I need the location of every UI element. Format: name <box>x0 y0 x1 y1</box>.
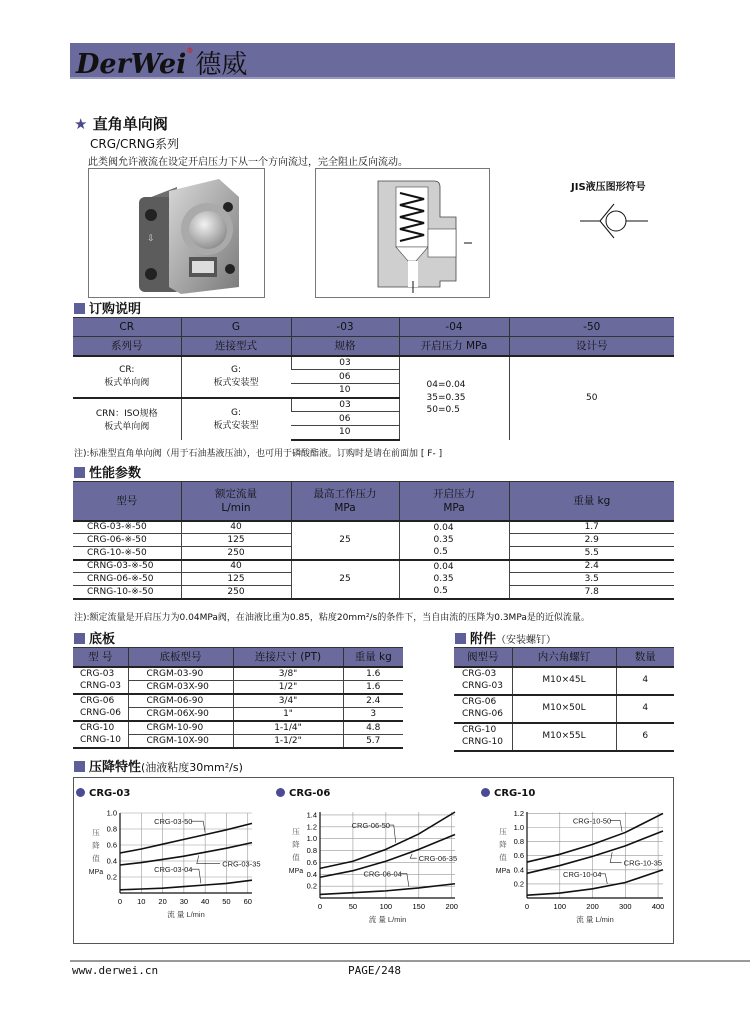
table-row <box>454 695 674 723</box>
y-axis-label: 值 <box>92 854 100 863</box>
y-axis-label: MPa <box>288 868 304 875</box>
col-model: 型号 <box>73 482 181 521</box>
leader-line <box>410 854 417 858</box>
table-row <box>454 723 674 751</box>
order-note: 注):标准型直角单向阀（用于石油基液压油），也可用于磷酸酯液。订购时是请在前面加 [ F- ] <box>74 449 443 459</box>
y-tick-label: 1.4 <box>306 810 317 820</box>
size-cell: 03 <box>291 356 399 370</box>
y-axis-label: 压 <box>499 827 507 836</box>
performance-heading-text: 性能参数 <box>89 466 142 481</box>
col-bolt: 内六角螺钉 <box>512 648 616 667</box>
series-label-CRG-10-35: CRG-10-35 <box>623 858 663 868</box>
design-cell: 50 <box>509 356 674 440</box>
series-line-CRG-03-04 <box>120 880 252 890</box>
y-axis-label: 值 <box>499 853 507 862</box>
series-name: CRG/CRNG系列 <box>90 137 180 151</box>
x-tick-label: 0 <box>117 897 123 906</box>
table-row <box>73 521 674 534</box>
performance-note: 注):额定流量是开启压力为0.04MPa阀，在油液比重为0.85，粘度20mm²/s的条件下，当自由流的压降为0.3MPa是的近似流量。 <box>74 613 590 623</box>
x-tick-label: 200 <box>586 902 599 911</box>
y-tick-label: 1.2 <box>306 822 317 832</box>
square-bullet-icon <box>74 303 85 314</box>
weight-cell: 5.7 <box>343 734 403 748</box>
leader-line <box>191 821 205 832</box>
y-tick-label: 0.6 <box>513 851 524 861</box>
x-tick-label: 100 <box>379 902 393 911</box>
size-cell: 10 <box>291 426 399 440</box>
x-tick-label: 200 <box>445 902 458 911</box>
y-tick-label: 0.8 <box>106 824 117 834</box>
leader-line <box>610 852 621 863</box>
weight-cell: 7.8 <box>509 586 674 599</box>
series-label-CRG-10-04: CRG-10-04 <box>563 869 602 879</box>
series-label-CRG-06-35: CRG-06-35 <box>418 854 458 864</box>
accessory-section-heading <box>455 628 556 647</box>
size-cell: 1-1/2" <box>233 734 343 748</box>
chart-title-crg03: CRG-03 <box>76 788 130 799</box>
leader-line <box>610 820 622 831</box>
model-cell: CRNG-03 <box>73 680 128 694</box>
series-label-CRG-06-04: CRG-06-04 <box>363 869 402 879</box>
code-connection: G <box>181 318 291 337</box>
footer-website-link[interactable]: www.derwei.cn <box>72 964 159 977</box>
col-model: 型 号 <box>73 648 128 667</box>
weight-cell: 4.8 <box>343 721 403 735</box>
weight-cell: 3 <box>343 707 403 721</box>
x-tick-label: 10 <box>137 897 146 906</box>
accessory-table <box>454 647 674 752</box>
table-row <box>73 560 674 573</box>
table-row <box>73 721 403 735</box>
x-tick-label: 400 <box>651 902 665 911</box>
pressure-drop-heading-text: 压降特性 <box>89 760 142 775</box>
svg-text:⇩: ⇩ <box>147 233 155 243</box>
y-axis-label: 降 <box>92 841 100 850</box>
header-row <box>454 648 674 667</box>
square-bullet-icon <box>74 633 85 644</box>
model-cell: CRG-03 <box>80 668 115 679</box>
bullet-dot-icon <box>276 788 285 797</box>
logo-chinese: 德威 <box>195 50 248 80</box>
plate-cell: CRGM-03-90 <box>128 667 233 681</box>
series-label-CRG-03-35: CRG-03-35 <box>222 859 261 869</box>
series-label-CRG-03-04: CRG-03-04 <box>154 865 193 875</box>
leader-line <box>197 855 220 863</box>
performance-section-heading <box>74 462 141 481</box>
order-code-table <box>73 317 674 441</box>
weight-cell: 3.5 <box>509 573 674 586</box>
code-row <box>73 318 674 337</box>
check-valve-symbol-icon <box>580 200 650 242</box>
product-title <box>74 113 168 134</box>
label-row <box>73 337 674 356</box>
x-tick-label: 150 <box>412 902 426 911</box>
y-tick-label: 0.2 <box>513 879 524 889</box>
leader-line <box>191 869 201 883</box>
plate-cell: CRGM-03X-90 <box>128 680 233 694</box>
size-cell: 3/8" <box>233 667 343 681</box>
col-plate-model: 底板型号 <box>128 648 233 667</box>
table-row <box>73 680 403 694</box>
model-cell: CRG-06 CRNG-06 <box>454 695 512 723</box>
weight-cell: 2.4 <box>343 694 403 708</box>
plate-cell: CRGM-10X-90 <box>128 734 233 748</box>
x-tick-label: 20 <box>158 897 167 906</box>
model-cell: CRG-10 <box>80 722 115 733</box>
model-cell: CRG-10 CRNG-10 <box>454 723 512 751</box>
size-cell: 1/2" <box>233 680 343 694</box>
chart-crg03 <box>76 805 266 925</box>
y-axis-label: 值 <box>292 853 300 862</box>
model-cell: CRNG-06 <box>73 707 128 721</box>
x-tick-label: 40 <box>200 897 210 906</box>
plate-cell: CRGM-06X-90 <box>128 707 233 721</box>
col-connection-size: 连接尺寸 (PT) <box>233 648 343 667</box>
square-bullet-icon <box>74 467 85 478</box>
x-tick-label: 300 <box>619 902 632 911</box>
col-qty: 数量 <box>616 648 674 667</box>
order-heading-text: 订购说明 <box>89 302 142 317</box>
col-max-pressure: 最高工作压力 MPa <box>291 482 399 521</box>
label-size: 规格 <box>291 337 399 356</box>
y-tick-label: 1.2 <box>513 808 524 818</box>
model-cell: CRNG-06-※-50 <box>73 573 181 586</box>
flow-cell: 125 <box>181 573 291 586</box>
chart-crg06 <box>278 800 478 925</box>
x-tick-label: 0 <box>524 902 530 911</box>
weight-cell: 2.9 <box>509 534 674 547</box>
size-cell: 1-1/4" <box>233 721 343 735</box>
y-axis-label: MPa <box>88 869 104 876</box>
plate-cell: CRGM-06-90 <box>128 694 233 708</box>
series-line-CRG-03-50 <box>120 823 252 853</box>
qty-cell: 4 <box>616 695 674 723</box>
max-pressure-cell: 25 <box>291 560 399 599</box>
y-axis-label: 降 <box>499 840 507 849</box>
series-label-CRG-06-50: CRG-06-50 <box>351 821 390 831</box>
table-row <box>454 667 674 695</box>
accessory-subheading: （安装螺钉） <box>496 635 557 646</box>
jis-symbol-label: JIS液压图形符号 <box>571 182 646 193</box>
y-tick-label: 0.4 <box>106 856 117 866</box>
label-connection: 连接型式 <box>181 337 291 356</box>
table-row <box>73 356 674 370</box>
model-cell: CRNG-10 <box>73 734 128 748</box>
x-tick-label: 30 <box>179 897 189 906</box>
x-axis-label: 流 量 L/min <box>167 910 205 919</box>
chart-title-crg10: CRG-10 <box>481 788 535 799</box>
accessory-heading-text: 附件 <box>470 632 497 647</box>
product-description: 此类阀允许液流在设定开启压力下从一个方向流过，完全阻止反向流动。 <box>88 157 408 168</box>
y-tick-label: 1.0 <box>306 834 317 844</box>
qty-cell: 6 <box>616 723 674 751</box>
x-tick-label: 100 <box>553 902 567 911</box>
model-cell: CRG-03 CRNG-03 <box>454 667 512 695</box>
table-row <box>73 694 403 708</box>
chart-crg10 <box>481 800 676 925</box>
y-tick-label: 0.4 <box>306 869 317 879</box>
table-row <box>73 734 403 748</box>
series-cell: CRN：ISO规格 板式单向阀 <box>73 398 181 440</box>
size-cell: 03 <box>291 398 399 412</box>
x-axis-label: 流 量 L/min <box>368 915 407 924</box>
flow-cell: 40 <box>181 521 291 534</box>
y-tick-label: 1.0 <box>513 823 524 833</box>
col-valve-model: 阀型号 <box>454 648 512 667</box>
model-cell: CRNG-10-※-50 <box>73 586 181 599</box>
x-axis-label: 流 量 L/min <box>576 915 614 924</box>
opening-pressure-cell: 0.04 0.35 0.5 <box>399 560 509 599</box>
x-tick-label: 50 <box>348 902 358 911</box>
y-tick-label: 0.6 <box>106 840 117 850</box>
code-series: CR <box>73 318 181 337</box>
bolt-cell: M10×45L <box>512 667 616 695</box>
bullet-dot-icon <box>481 788 490 797</box>
baseplate-table <box>73 647 403 749</box>
chart-title-crg06: CRG-06 <box>276 788 330 799</box>
plate-cell: CRGM-10-90 <box>128 721 233 735</box>
y-axis-label: 压 <box>292 827 300 836</box>
x-tick-label: 0 <box>317 902 323 911</box>
baseplate-heading-text: 底板 <box>89 632 116 647</box>
brand-logo <box>76 44 247 81</box>
col-weight: 重量 kg <box>509 482 674 521</box>
flow-cell: 125 <box>181 534 291 547</box>
square-bullet-icon <box>74 761 85 772</box>
weight-cell: 1.7 <box>509 521 674 534</box>
pressure-cell: 04=0.04 35=0.35 50=0.5 <box>399 356 509 440</box>
bullet-dot-icon <box>76 788 85 797</box>
y-tick-label: 0.2 <box>106 872 117 882</box>
size-cell: 1" <box>233 707 343 721</box>
flow-cell: 250 <box>181 586 291 599</box>
size-cell: 10 <box>339 385 351 396</box>
star-icon: ★ <box>74 115 88 133</box>
model-cell: CRNG-03-※-50 <box>73 560 181 573</box>
model-cell: CRG-03-※-50 <box>73 521 181 534</box>
header-row <box>73 482 674 521</box>
opening-pressure-cell: 0.04 0.35 0.5 <box>399 521 509 560</box>
product-title-text: 直角单向阀 <box>92 115 168 133</box>
weight-cell: 5.5 <box>509 547 674 560</box>
weight-cell: 1.6 <box>343 680 403 694</box>
col-flow: 额定流量 L/min <box>181 482 291 521</box>
header-row <box>73 648 403 667</box>
label-series: 系列号 <box>73 337 181 356</box>
y-tick-label: 0.8 <box>306 846 317 856</box>
code-size: -03 <box>291 318 399 337</box>
label-design: 设计号 <box>509 337 674 356</box>
series-line-CRG-06-04 <box>320 884 455 895</box>
logo-latin: DerWei <box>76 49 187 80</box>
y-tick-label: 0.2 <box>306 881 317 891</box>
model-cell: CRG-06-※-50 <box>73 534 181 547</box>
connection-cell: G: 板式安装型 <box>181 398 291 440</box>
label-pressure: 开启压力 MPa <box>399 337 509 356</box>
valve-photo <box>88 168 265 298</box>
flow-cell: 40 <box>181 560 291 573</box>
y-axis-label: MPa <box>495 868 511 875</box>
y-tick-label: 0.4 <box>513 865 524 875</box>
x-tick-label: 60 <box>243 897 252 906</box>
size-cell: 06 <box>291 412 399 426</box>
model-cell: CRG-06 <box>80 695 115 706</box>
table-row <box>73 707 403 721</box>
model-cell: CRG-10-※-50 <box>87 547 147 558</box>
square-bullet-icon <box>455 633 466 644</box>
pressure-drop-subheading: (油液粘度30mm²/s) <box>141 761 243 774</box>
series-label-CRG-03-50: CRG-03-50 <box>154 817 193 827</box>
col-opening-pressure: 开启压力 MPa <box>399 482 509 521</box>
table-row <box>73 667 403 681</box>
flow-cell: 250 <box>181 547 291 560</box>
code-design: -50 <box>509 318 674 337</box>
weight-cell: 2.4 <box>509 560 674 573</box>
size-cell: 06 <box>291 370 399 384</box>
footer-divider <box>70 960 750 962</box>
y-tick-label: 0.8 <box>513 837 524 847</box>
max-pressure-cell: 25 <box>291 521 399 560</box>
y-axis-label: 降 <box>292 840 300 849</box>
bolt-cell: M10×55L <box>512 723 616 751</box>
connection-cell: G: 板式安装型 <box>181 356 291 398</box>
page-number: PAGE/248 <box>348 964 401 977</box>
performance-table <box>73 481 674 600</box>
code-pressure: -04 <box>399 318 509 337</box>
col-weight: 重量 kg <box>343 648 403 667</box>
y-tick-label: 1.0 <box>106 808 117 818</box>
bolt-cell: M10×50L <box>512 695 616 723</box>
y-tick-label: 0.6 <box>306 857 317 867</box>
series-label-CRG-10-50: CRG-10-50 <box>572 816 612 826</box>
baseplate-section-heading <box>74 628 115 647</box>
x-tick-label: 50 <box>222 897 231 906</box>
weight-cell: 1.6 <box>343 667 403 681</box>
qty-cell: 4 <box>616 667 674 695</box>
order-section-heading <box>74 298 141 317</box>
y-axis-label: 压 <box>92 828 100 837</box>
pressure-drop-section-heading <box>74 756 243 775</box>
valve-section-diagram <box>315 168 490 298</box>
registered-mark: ® <box>186 46 194 55</box>
size-cell: 3/4" <box>233 694 343 708</box>
series-cell: CR: 板式单向阀 <box>104 365 150 388</box>
